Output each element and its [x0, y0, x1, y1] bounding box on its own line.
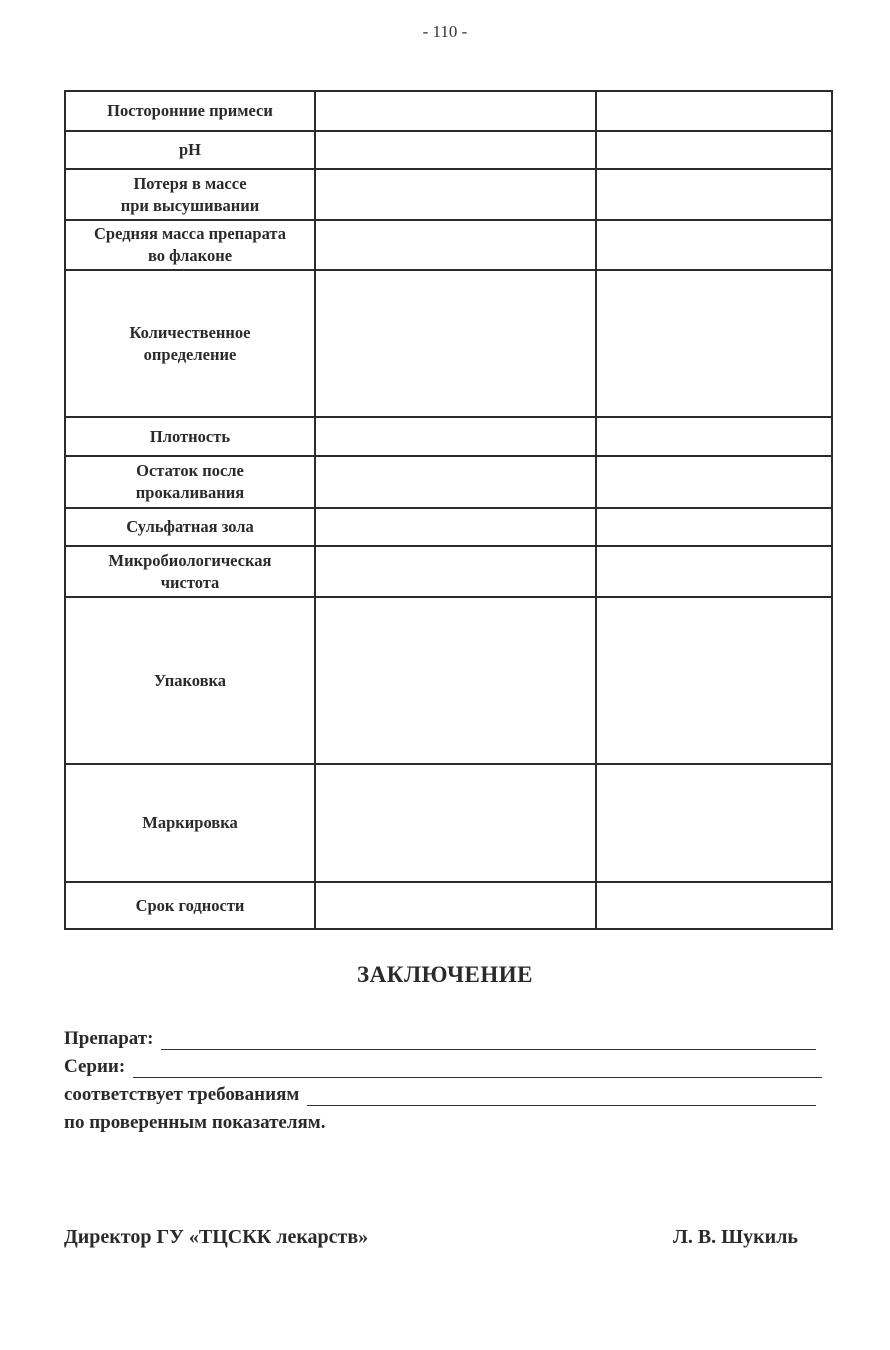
row-value-cell[interactable]: [315, 131, 596, 169]
table-row: [65, 546, 832, 597]
table-row: [65, 169, 832, 220]
row-value-cell[interactable]: [315, 764, 596, 882]
row-value-cell[interactable]: [315, 882, 596, 929]
table-row: [65, 417, 832, 456]
row-note-cell[interactable]: [596, 270, 832, 417]
row-label-foreign-impurities: Посторонние примеси: [65, 91, 315, 131]
table-row: [65, 508, 832, 546]
row-note-cell[interactable]: [596, 882, 832, 929]
closing-text: по проверенным показателям.: [64, 1112, 326, 1133]
row-label-residue-on-ignition: Остаток после прокаливания: [65, 456, 315, 508]
signatory-title: Директор ГУ «ТЦСКК лекарств»: [64, 1226, 369, 1248]
page-number: - 110 -: [422, 22, 468, 41]
specification-table: [64, 90, 833, 930]
table-row: [65, 91, 832, 131]
drug-field[interactable]: [161, 1031, 816, 1050]
row-label-assay: Количественное определение: [65, 270, 315, 417]
row-note-cell[interactable]: [596, 597, 832, 764]
row-label-sulfated-ash: Сульфатная зола: [65, 508, 315, 546]
row-value-cell[interactable]: [315, 597, 596, 764]
conclusion-title: ЗАКЛЮЧЕНИЕ: [357, 962, 533, 987]
row-value-cell[interactable]: [315, 169, 596, 220]
row-note-cell[interactable]: [596, 456, 832, 508]
row-value-cell[interactable]: [315, 270, 596, 417]
table-row: [65, 764, 832, 882]
row-label-average-mass: Средняя масса препарата во флаконе: [65, 220, 315, 270]
table-row: [65, 270, 832, 417]
row-note-cell[interactable]: [596, 131, 832, 169]
table-row: [65, 220, 832, 270]
row-label-microbiological-purity: Микробиологическая чистота: [65, 546, 315, 597]
row-note-cell[interactable]: [596, 508, 832, 546]
requirements-label: соответствует требованиям: [64, 1084, 300, 1105]
table-row: [65, 131, 832, 169]
drug-label: Препарат:: [64, 1028, 154, 1049]
series-line: [64, 1056, 822, 1078]
table-row: [65, 456, 832, 508]
row-value-cell[interactable]: [315, 456, 596, 508]
row-note-cell[interactable]: [596, 220, 832, 270]
signatory-name: Л. В. Шукиль: [672, 1226, 798, 1248]
row-label-density: Плотность: [65, 417, 315, 456]
drug-line: [64, 1028, 816, 1050]
series-field[interactable]: [133, 1059, 822, 1078]
table-row: [65, 597, 832, 764]
row-label-labeling: Маркировка: [65, 764, 315, 882]
row-note-cell[interactable]: [596, 546, 832, 597]
row-value-cell[interactable]: [315, 546, 596, 597]
row-note-cell[interactable]: [596, 91, 832, 131]
row-value-cell[interactable]: [315, 91, 596, 131]
row-note-cell[interactable]: [596, 764, 832, 882]
row-note-cell[interactable]: [596, 169, 832, 220]
row-value-cell[interactable]: [315, 220, 596, 270]
row-label-packaging: Упаковка: [65, 597, 315, 764]
requirements-field[interactable]: [307, 1087, 816, 1106]
requirements-line: [64, 1084, 816, 1106]
row-label-ph: pH: [65, 131, 315, 169]
row-value-cell[interactable]: [315, 508, 596, 546]
row-label-shelf-life: Срок годности: [65, 882, 315, 929]
row-label-loss-on-drying: Потеря в массе при высушивании: [65, 169, 315, 220]
series-label: Серии:: [64, 1056, 126, 1077]
table-row: [65, 882, 832, 929]
row-value-cell[interactable]: [315, 417, 596, 456]
row-note-cell[interactable]: [596, 417, 832, 456]
